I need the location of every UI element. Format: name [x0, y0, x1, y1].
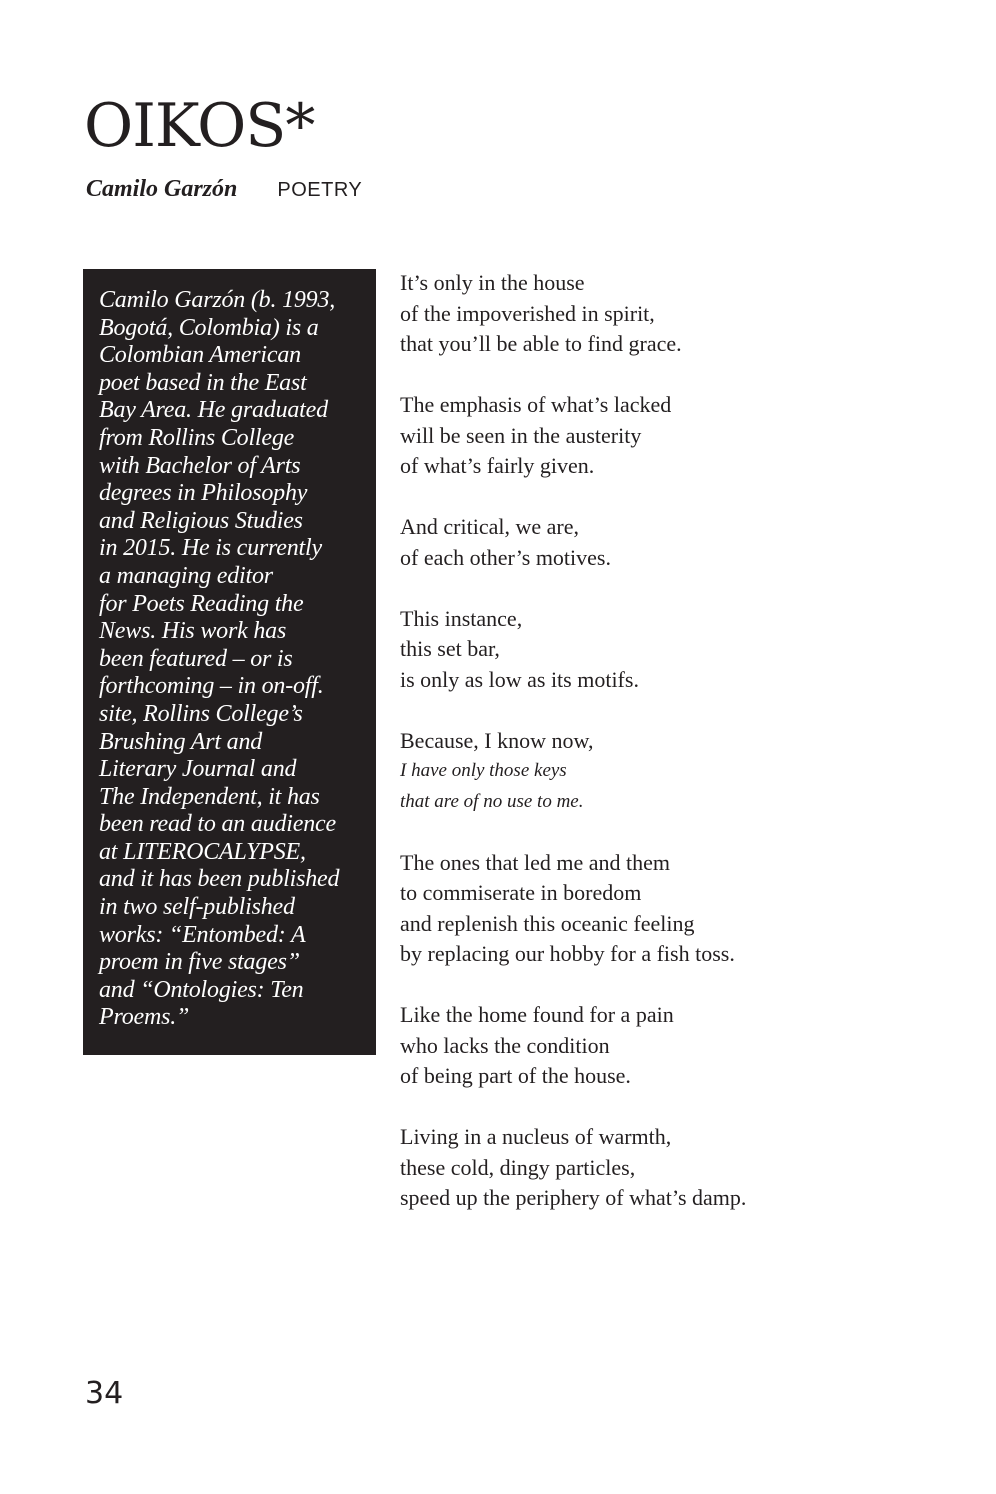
stanza	[400, 848, 960, 970]
stanza	[400, 390, 960, 482]
bio-line: The Independent, it has	[99, 783, 320, 810]
bio-line: a managing editor	[99, 562, 273, 589]
poem-line: that you’ll be able to find grace.	[400, 331, 682, 356]
poem-line: of being part of the house.	[400, 1063, 631, 1088]
bio-line: Proems.”	[99, 1004, 190, 1031]
poem-line: who lacks the condition	[400, 1032, 610, 1058]
poem-line: these cold, dingy particles,	[400, 1154, 636, 1180]
bio-line: works: “Entombed: A	[99, 921, 306, 948]
poem-line-italic: that are of no use to me.	[400, 790, 584, 812]
stanza	[400, 1122, 960, 1214]
bio-line: Bay Area. He graduated	[99, 397, 328, 424]
poem-line: to commiserate in boredom	[400, 880, 642, 905]
bio-line: proem in five stages”	[99, 949, 300, 976]
bio-line: and “Ontologies: Ten	[99, 976, 304, 1003]
author-bio-box	[83, 269, 376, 1055]
bio-line: Literary Journal and	[99, 756, 297, 783]
poem-line: and replenish this oceanic feeling	[400, 910, 695, 936]
bio-line: for Poets Reading the	[99, 590, 304, 617]
poem-line: of what’s fairly given.	[400, 453, 595, 478]
bio-line: and it has been published	[99, 866, 340, 893]
stanza	[400, 604, 960, 696]
bio-line: been featured – or is	[99, 645, 293, 672]
poem-line: speed up the periphery of what’s damp.	[400, 1185, 747, 1210]
stanza	[400, 1000, 960, 1092]
poem-line: This instance,	[400, 605, 523, 631]
poem-line: And critical, we are,	[400, 514, 579, 539]
author-name: Camilo Garzón	[86, 176, 238, 202]
category-label: POETRY	[277, 179, 363, 201]
poem-line-italic: I have only those keys	[400, 760, 567, 781]
stanza	[400, 268, 960, 360]
poem-line: Living in a nucleus of warmth,	[400, 1124, 672, 1149]
poem-line: The emphasis of what’s lacked	[400, 392, 672, 417]
poem-line: Because, I know now,	[400, 727, 594, 753]
bio-line: News. His work has	[99, 618, 287, 645]
bio-line: Colombian American	[99, 342, 301, 369]
poem-line: by replacing our hobby for a fish toss.	[400, 941, 735, 966]
bio-line: Brushing Art and	[99, 728, 263, 755]
page-number: 34	[85, 1376, 124, 1411]
bio-line: at LITEROCALYPSE,	[99, 838, 306, 865]
author-bio	[99, 287, 366, 1032]
poem-body	[400, 268, 960, 1244]
bio-line: poet based in the East	[99, 369, 307, 396]
bio-line: forthcoming – in on-off.	[99, 673, 324, 700]
stanza	[400, 726, 960, 818]
stanza	[400, 512, 960, 573]
poem-line: of the impoverished in spirit,	[400, 300, 655, 326]
poem-line: It’s only in the house	[400, 270, 585, 295]
poem-line: The ones that led me and them	[400, 849, 671, 875]
bio-line: with Bachelor of Arts	[99, 452, 301, 479]
bio-line: site, Rollins College’s	[99, 700, 303, 727]
poem-line: this set bar,	[400, 636, 500, 661]
bio-line: in two self-published	[99, 894, 295, 921]
bio-line: Camilo Garzón (b. 1993,	[99, 287, 336, 313]
poem-line: of each other’s motives.	[400, 544, 611, 570]
bio-line: from Rollins College	[99, 424, 295, 451]
bio-line: and Religious Studies	[99, 507, 303, 534]
poem-title: OIKOS*	[84, 91, 315, 161]
bio-line: been read to an audience	[99, 811, 336, 838]
poem-line: is only as low as its motifs.	[400, 666, 639, 692]
bio-line: in 2015. He is currently	[99, 535, 322, 562]
poem-line: Like the home found for a pain	[400, 1002, 674, 1027]
bio-line: Bogotá, Colombia) is a	[99, 314, 319, 341]
poem-line: will be seen in the austerity	[400, 422, 642, 448]
byline	[86, 176, 362, 210]
bio-line: degrees in Philosophy	[99, 480, 308, 507]
